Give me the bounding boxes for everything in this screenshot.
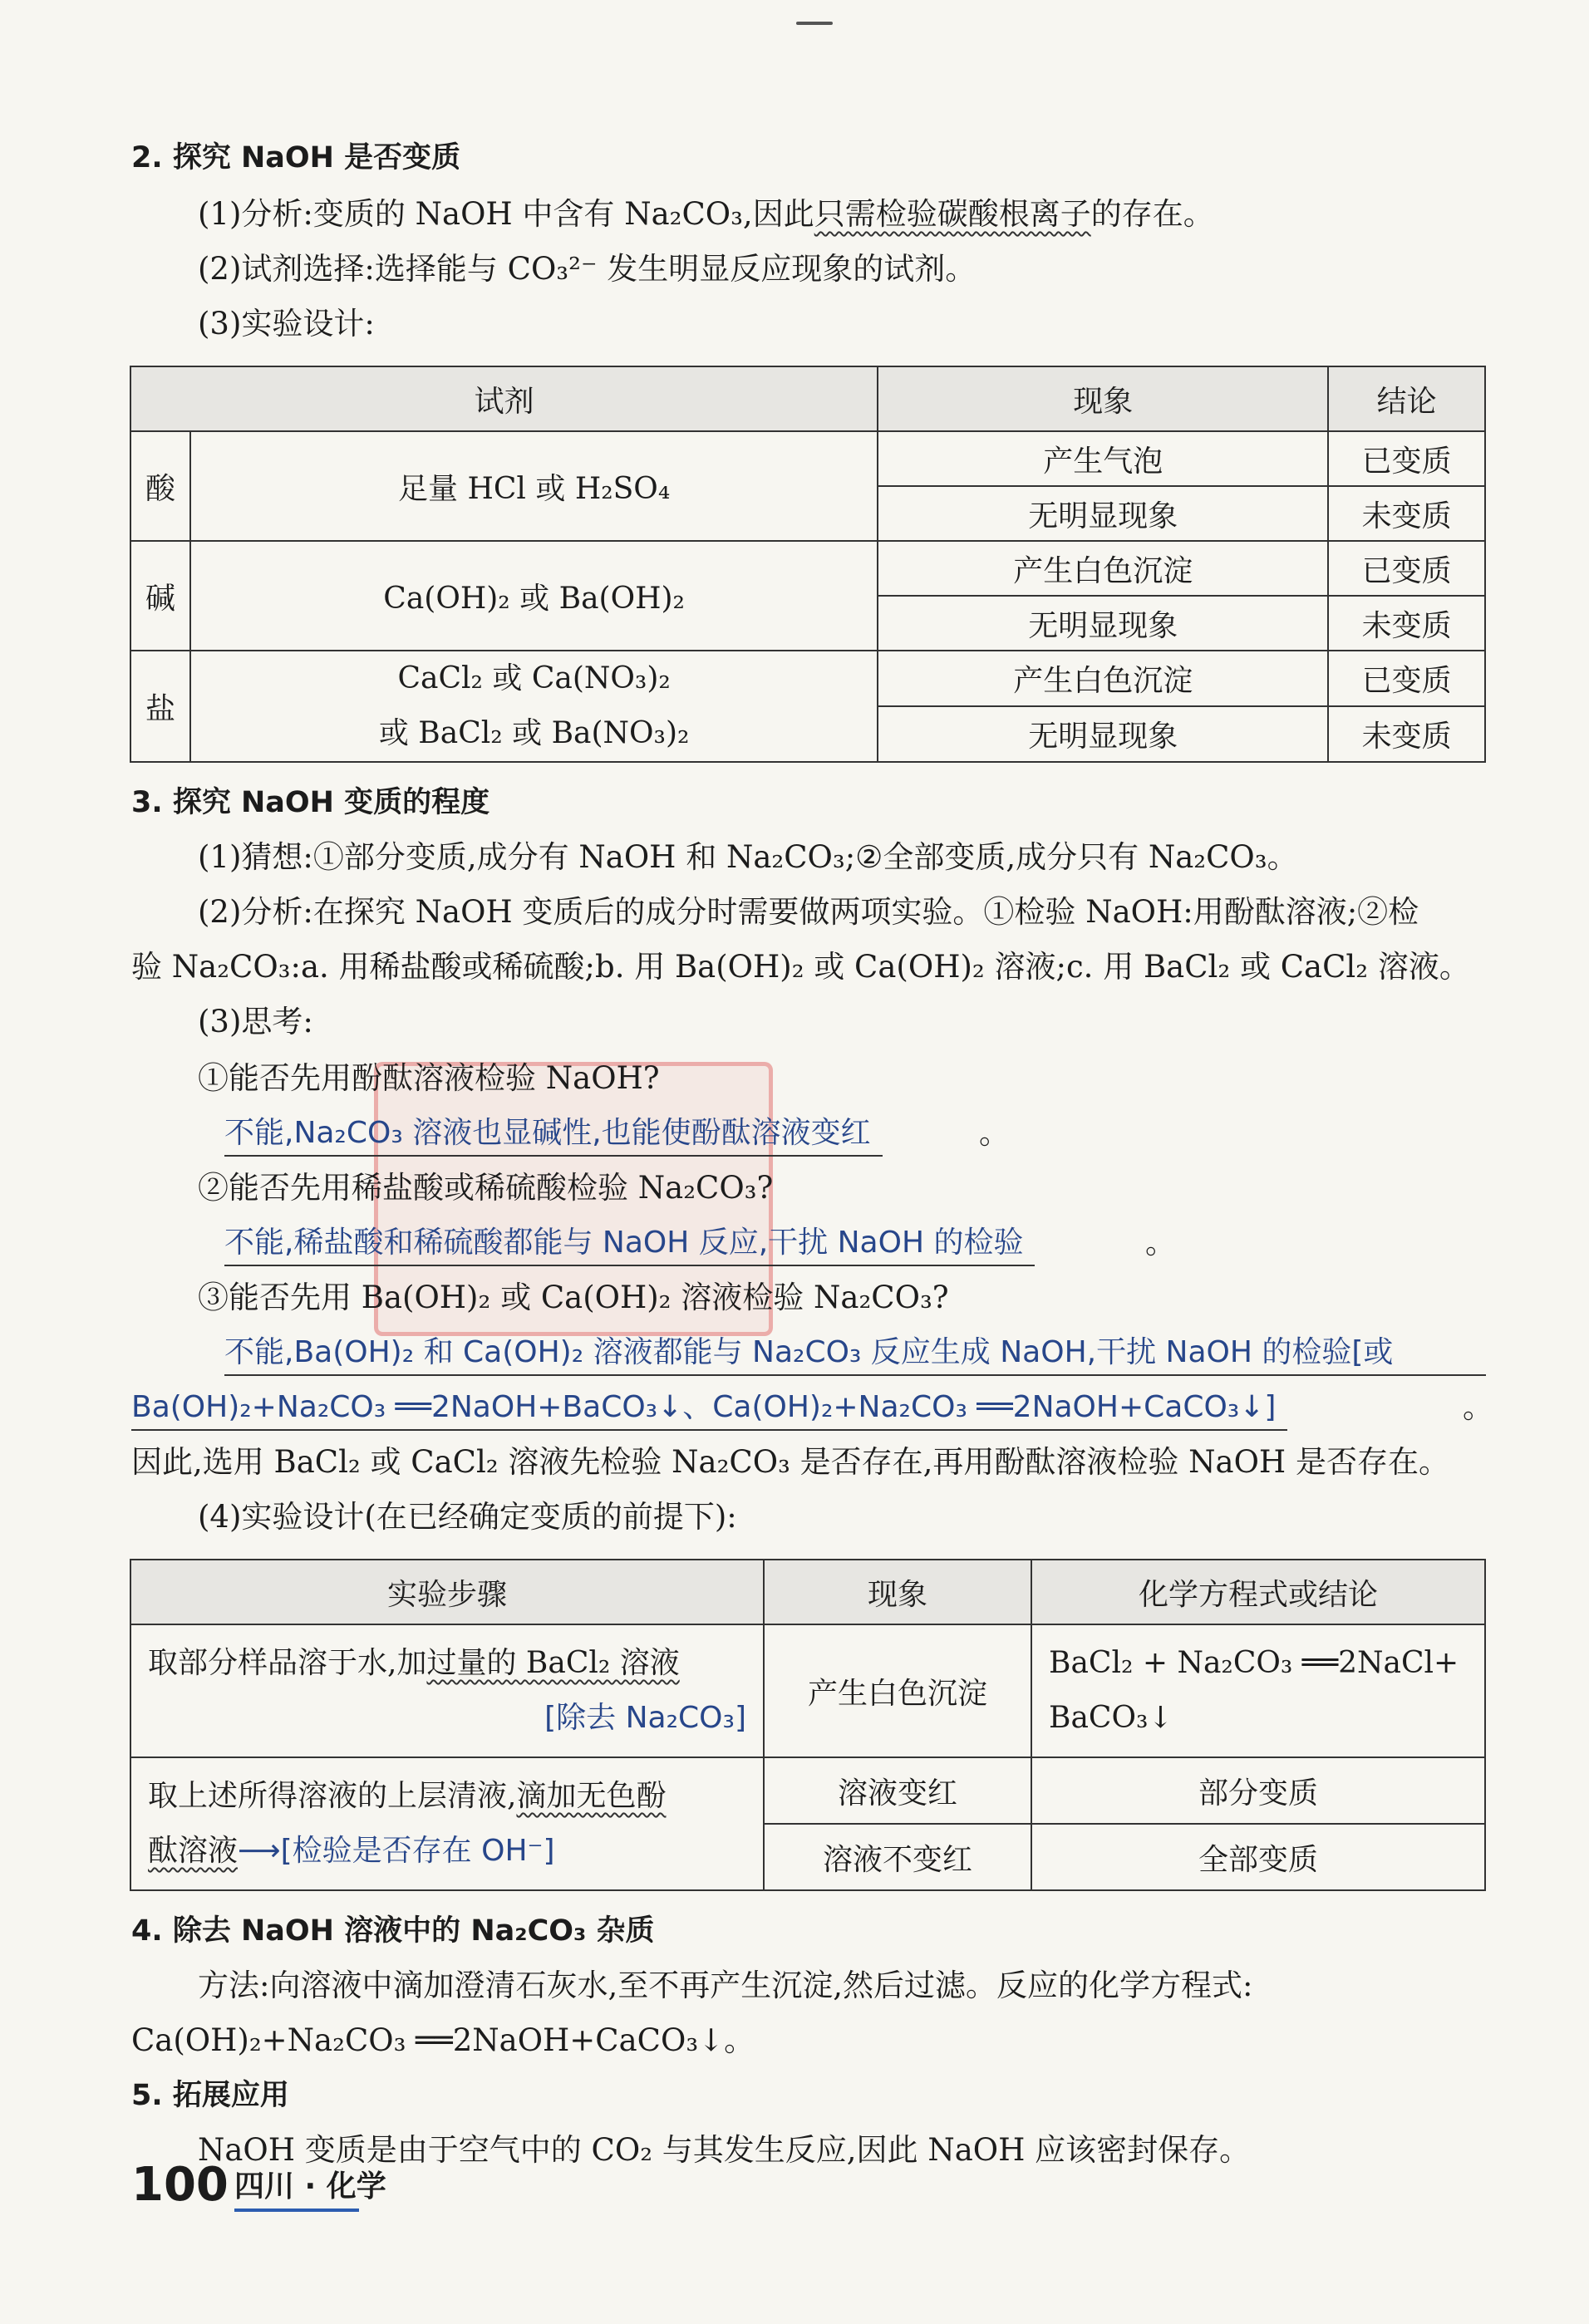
reagent-type-base: 碱 — [130, 541, 190, 651]
reagent-salt: CaCl₂ 或 Ca(NO₃)₂ 或 BaCl₂ 或 Ba(NO₃)₂ — [190, 651, 878, 762]
phenomenon-cell: 产生白色沉淀 — [878, 651, 1328, 706]
page-number: 100 — [131, 2158, 229, 2212]
section-4-method: 方法:向溶液中滴加澄清石灰水,至不再产生沉淀,然后过滤。反应的化学方程式: — [198, 1968, 1253, 2003]
phenomenon-cell: 溶液不变红 — [764, 1824, 1031, 1890]
col-header-conclusion: 结论 — [1328, 366, 1485, 431]
wavy-emphasis: 酞溶液 — [148, 1834, 239, 1868]
section-4-heading: 4. 除去 NaOH 溶液中的 Na₂CO₃ 杂质 — [131, 1914, 655, 1948]
conclusion-cell: 已变质 — [1328, 651, 1485, 706]
section-3-analysis-line1: (2)分析:在探究 NaOH 变质后的成分时需要做两项实验。①检验 NaOH:用酚酞溶液;②检 — [198, 894, 1419, 930]
wavy-emphasis: 过量的 BaCl₂ 溶液 — [426, 1646, 680, 1680]
arrow-icon: ⟶ — [238, 1834, 281, 1868]
section-5-heading: 5. 拓展应用 — [131, 2079, 289, 2112]
question-2: ②能否先用稀盐酸或稀硫酸检验 Na₂CO₃? — [198, 1170, 774, 1206]
reagent-type-acid: 酸 — [130, 431, 190, 541]
wavy-emphasis: 滴加无色酚 — [516, 1779, 667, 1813]
handwritten-note: [除去 Na₂CO₃] — [544, 1701, 746, 1735]
section-3-analysis-line2: 验 Na₂CO₃:a. 用稀盐酸或稀硫酸;b. 用 Ba(OH)₂ 或 Ca(OH)₂ 溶液;c. 用 BaCl₂ 或 CaCl₂ 溶液。 — [131, 949, 1470, 985]
col-header-equation: 化学方程式或结论 — [1031, 1560, 1485, 1624]
equation-cell: BaCl₂ + Na₂CO₃ ══2NaCl+ BaCO₃↓ — [1031, 1624, 1485, 1757]
answer-3-period: 。 — [1463, 1389, 1493, 1425]
phenomenon-cell: 无明显现象 — [878, 706, 1328, 762]
section-2-heading: 2. 探究 NaOH 是否变质 — [131, 141, 461, 174]
answer-2: 不能,稀盐酸和稀硫酸都能与 NaOH 反应,干扰 NaOH 的检验 — [224, 1221, 1035, 1266]
conclusion-cell: 部分变质 — [1031, 1757, 1485, 1824]
step-cell: 取部分样品溶于水,加过量的 BaCl₂ 溶液 [除去 Na₂CO₃] — [130, 1624, 764, 1757]
question-1: ①能否先用酚酞溶液检验 NaOH? — [198, 1060, 660, 1096]
col-header-steps: 实验步骤 — [130, 1560, 764, 1624]
section-3-think: (3)思考: — [198, 1004, 313, 1039]
section-4-equation: Ca(OH)₂+Na₂CO₃ ══2NaOH+CaCO₃↓。 — [131, 2022, 755, 2058]
top-mark — [796, 22, 833, 25]
section-2-reagent: (2)试剂选择:选择能与 CO₃²⁻ 发生明显反应现象的试剂。 — [198, 251, 977, 287]
section-5-text: NaOH 变质是由于空气中的 CO₂ 与其发生反应,因此 NaOH 应该密封保存。 — [198, 2132, 1251, 2168]
question-3: ③能否先用 Ba(OH)₂ 或 Ca(OH)₂ 溶液检验 Na₂CO₃? — [198, 1280, 949, 1315]
col-header-phenomenon: 现象 — [764, 1560, 1031, 1624]
conclusion-cell: 已变质 — [1328, 431, 1485, 486]
footer-rule — [234, 2209, 359, 2212]
conclusion-cell: 全部变质 — [1031, 1824, 1485, 1890]
answer-3-line1: 不能,Ba(OH)₂ 和 Ca(OH)₂ 溶液都能与 Na₂CO₃ 反应生成 NaOH,干扰 NaOH 的检验[或 — [224, 1331, 1486, 1376]
conclusion-cell: 未变质 — [1328, 706, 1485, 762]
section-3-conclusion: 因此,选用 BaCl₂ 或 CaCl₂ 溶液先检验 Na₂CO₃ 是否存在,再用酚酞溶液检验 NaOH 是否存在。 — [131, 1444, 1449, 1480]
answer-1-period: 。 — [979, 1115, 1010, 1151]
section-2-design: (3)实验设计: — [198, 306, 375, 341]
wavy-emphasis: 只需检验碳酸根离子 — [814, 196, 1091, 232]
step-cell: 取上述所得溶液的上层清液,滴加无色酚 酞溶液⟶[检验是否存在 OH⁻] — [130, 1757, 764, 1890]
answer-3-line2: Ba(OH)₂+Na₂CO₃ ══2NaOH+BaCO₃↓、Ca(OH)₂+Na₂CO₃ ══2NaOH+CaCO₃↓] — [131, 1386, 1287, 1431]
reagent-acid: 足量 HCl 或 H₂SO₄ — [190, 431, 878, 541]
phenomenon-cell: 无明显现象 — [878, 596, 1328, 651]
reagent-base: Ca(OH)₂ 或 Ba(OH)₂ — [190, 541, 878, 651]
section-3-heading: 3. 探究 NaOH 变质的程度 — [131, 786, 490, 819]
footer-subject: 四川 · 化学 — [234, 2169, 386, 2204]
handwritten-note: [检验是否存在 OH⁻] — [280, 1834, 555, 1868]
conclusion-cell: 未变质 — [1328, 596, 1485, 651]
conclusion-cell: 已变质 — [1328, 541, 1485, 596]
experiment-table — [130, 1559, 1486, 1891]
col-header-reagent: 试剂 — [130, 366, 878, 431]
section-2-analysis: (1)分析:变质的 NaOH 中含有 Na₂CO₃,因此只需检验碳酸根离子的存在。 — [198, 196, 1214, 232]
reagent-type-salt: 盐 — [130, 651, 190, 762]
phenomenon-cell: 溶液变红 — [764, 1757, 1031, 1824]
section-3-hypothesis: (1)猜想:①部分变质,成分有 NaOH 和 Na₂CO₃;②全部变质,成分只有 Na₂CO₃。 — [198, 839, 1298, 875]
phenomenon-cell: 产生白色沉淀 — [764, 1624, 1031, 1757]
reagent-table — [130, 366, 1486, 763]
section-3-design: (4)实验设计(在已经确定变质的前提下): — [198, 1499, 737, 1535]
answer-2-period: 。 — [1145, 1225, 1176, 1260]
phenomenon-cell: 无明显现象 — [878, 486, 1328, 541]
phenomenon-cell: 产生气泡 — [878, 431, 1328, 486]
conclusion-cell: 未变质 — [1328, 486, 1485, 541]
answer-1: 不能,Na₂CO₃ 溶液也显碱性,也能使酚酞溶液变红 — [224, 1112, 883, 1157]
col-header-phenomenon: 现象 — [878, 366, 1328, 431]
phenomenon-cell: 产生白色沉淀 — [878, 541, 1328, 596]
